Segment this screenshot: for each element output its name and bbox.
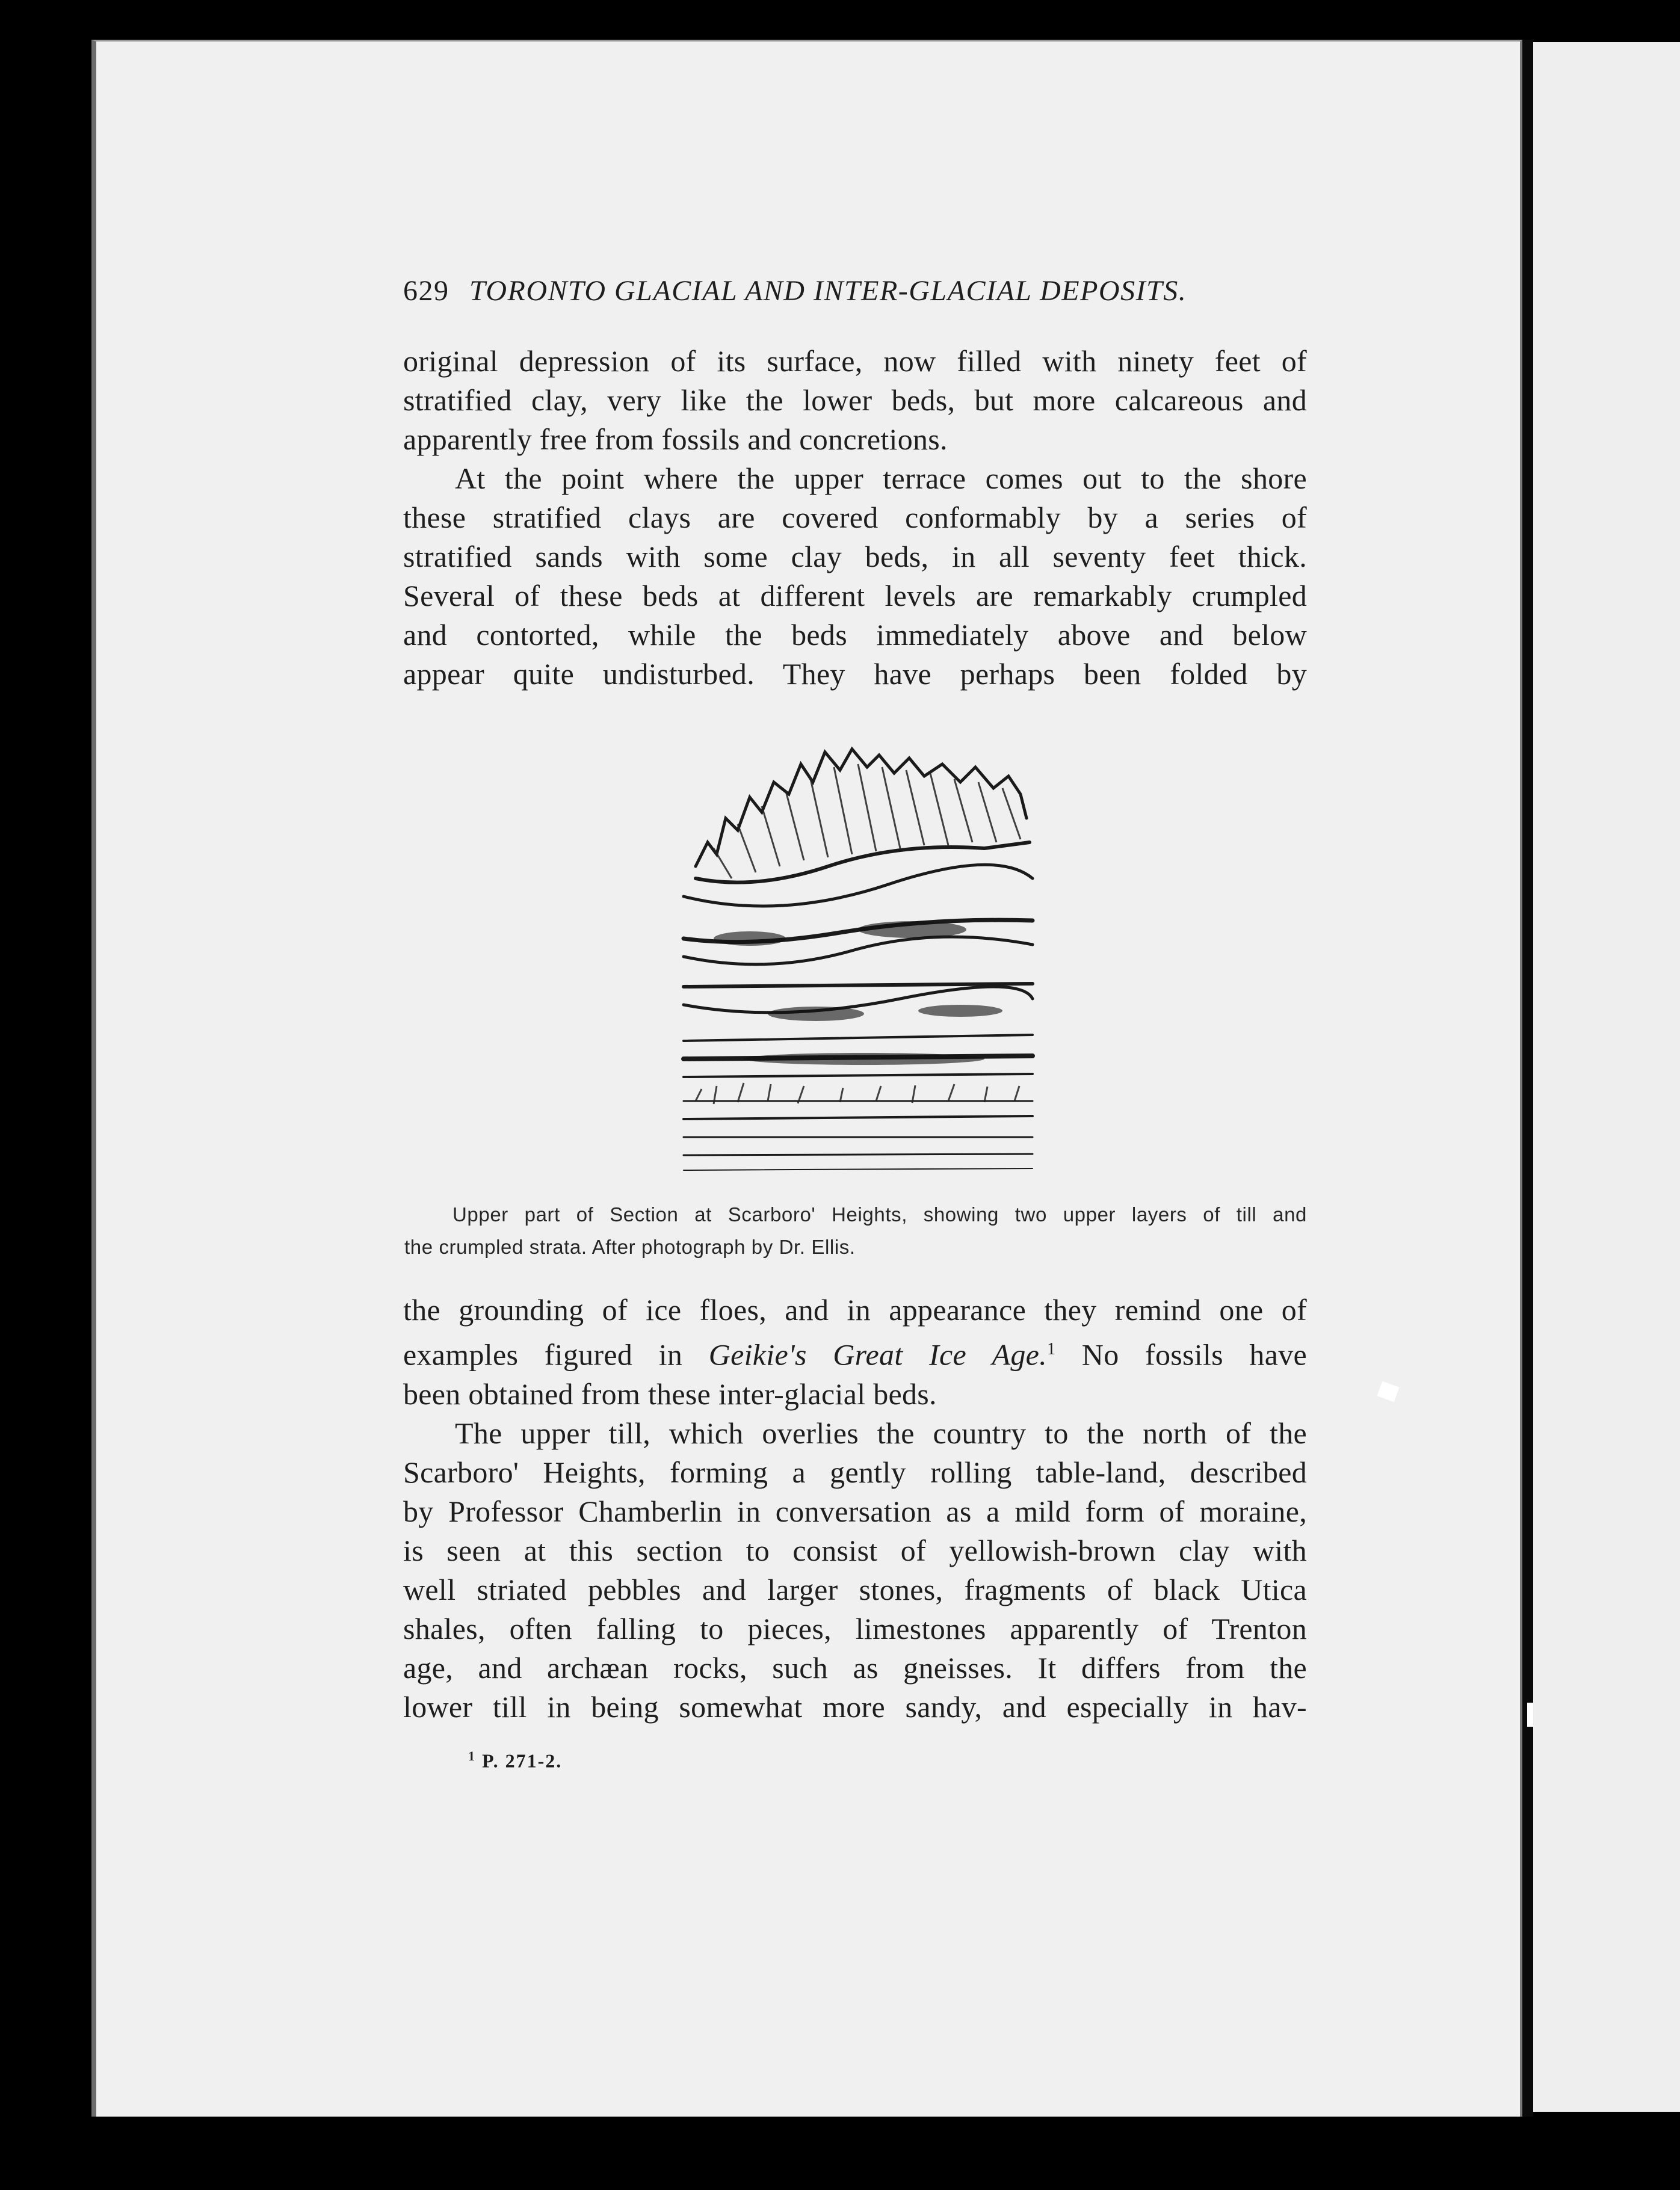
text-line: stratified sands with some clay beds, in all seventy feet thick.	[403, 540, 1307, 573]
text-line: appear quite undisturbed. They have perhaps been folded by	[403, 657, 1307, 691]
caption-line: the crumpled strata. After photograph by Dr. Ellis.	[404, 1236, 856, 1258]
paragraph-first-line	[403, 459, 1307, 498]
caption-line: Upper part of Section at Scarboro' Heights, showing two upper layers of till and	[452, 1203, 1307, 1226]
text-line: The upper till, which overlies the country to the north of the	[455, 1416, 1307, 1450]
paragraph-first-line	[403, 1414, 1307, 1453]
text-line: original depression of its surface, now filled with ninety feet of	[403, 344, 1307, 378]
text-segment: No fossils have	[1055, 1337, 1307, 1372]
text-line-with-citation	[403, 1330, 1307, 1375]
text-line: and contorted, while the beds immediately above and below	[403, 618, 1307, 652]
text-line: Scarboro' Heights, forming a gently rolling table-land, described	[403, 1455, 1307, 1489]
running-head-title: TORONTO GLACIAL AND INTER-GLACIAL DEPOSITS.	[469, 275, 1187, 307]
text-line: by Professor Chamberlin in conversation as a mild form of moraine,	[403, 1494, 1307, 1528]
text-block-upper	[403, 342, 1307, 694]
book-gutter	[1521, 40, 1533, 2117]
footnote-reference: 1	[1046, 1340, 1056, 1359]
scan-speck	[1527, 1703, 1533, 1727]
text-line: lower till in being somewhat more sandy, and especially in hav-	[403, 1689, 1307, 1724]
text-block-lower	[403, 1291, 1307, 1727]
text-line: the grounding of ice floes, and in appearance they remind one of	[403, 1293, 1307, 1327]
text-line: age, and archæan rocks, such as gneisses. It differs from the	[403, 1650, 1307, 1685]
text-segment: examples figured in	[403, 1337, 709, 1372]
cited-work-title: Geikie's Great Ice Age.	[708, 1337, 1047, 1372]
page-number: 629	[403, 275, 449, 307]
text-line: been obtained from these inter-glacial beds.	[403, 1377, 937, 1411]
text-line: is seen at this section to consist of yellowish-brown clay with	[403, 1533, 1307, 1567]
footnote-marker: 1	[468, 1748, 476, 1763]
text-line: shales, often falling to pieces, limestones apparently of Trenton	[403, 1611, 1307, 1646]
text-line: apparently free from fossils and concretions.	[403, 422, 948, 456]
text-line: At the point where the upper terrace comes out to the shore	[455, 461, 1307, 495]
figure-caption	[404, 1198, 1307, 1263]
footnote-text: P. 271-2.	[482, 1750, 563, 1772]
text-line: well striated pebbles and larger stones, fragments of black Utica	[403, 1572, 1307, 1606]
footnote	[468, 1748, 562, 1772]
running-head	[403, 274, 1306, 307]
text-line: Several of these beds at different levels are remarkably crumpled	[403, 579, 1307, 612]
text-line: stratified clay, very like the lower beds, but more calcareous and	[403, 383, 1307, 417]
adjacent-page-edge	[1533, 42, 1680, 2112]
text-line: these stratified clays are covered conformably by a series of	[403, 501, 1307, 534]
section-illustration	[659, 740, 1045, 1179]
